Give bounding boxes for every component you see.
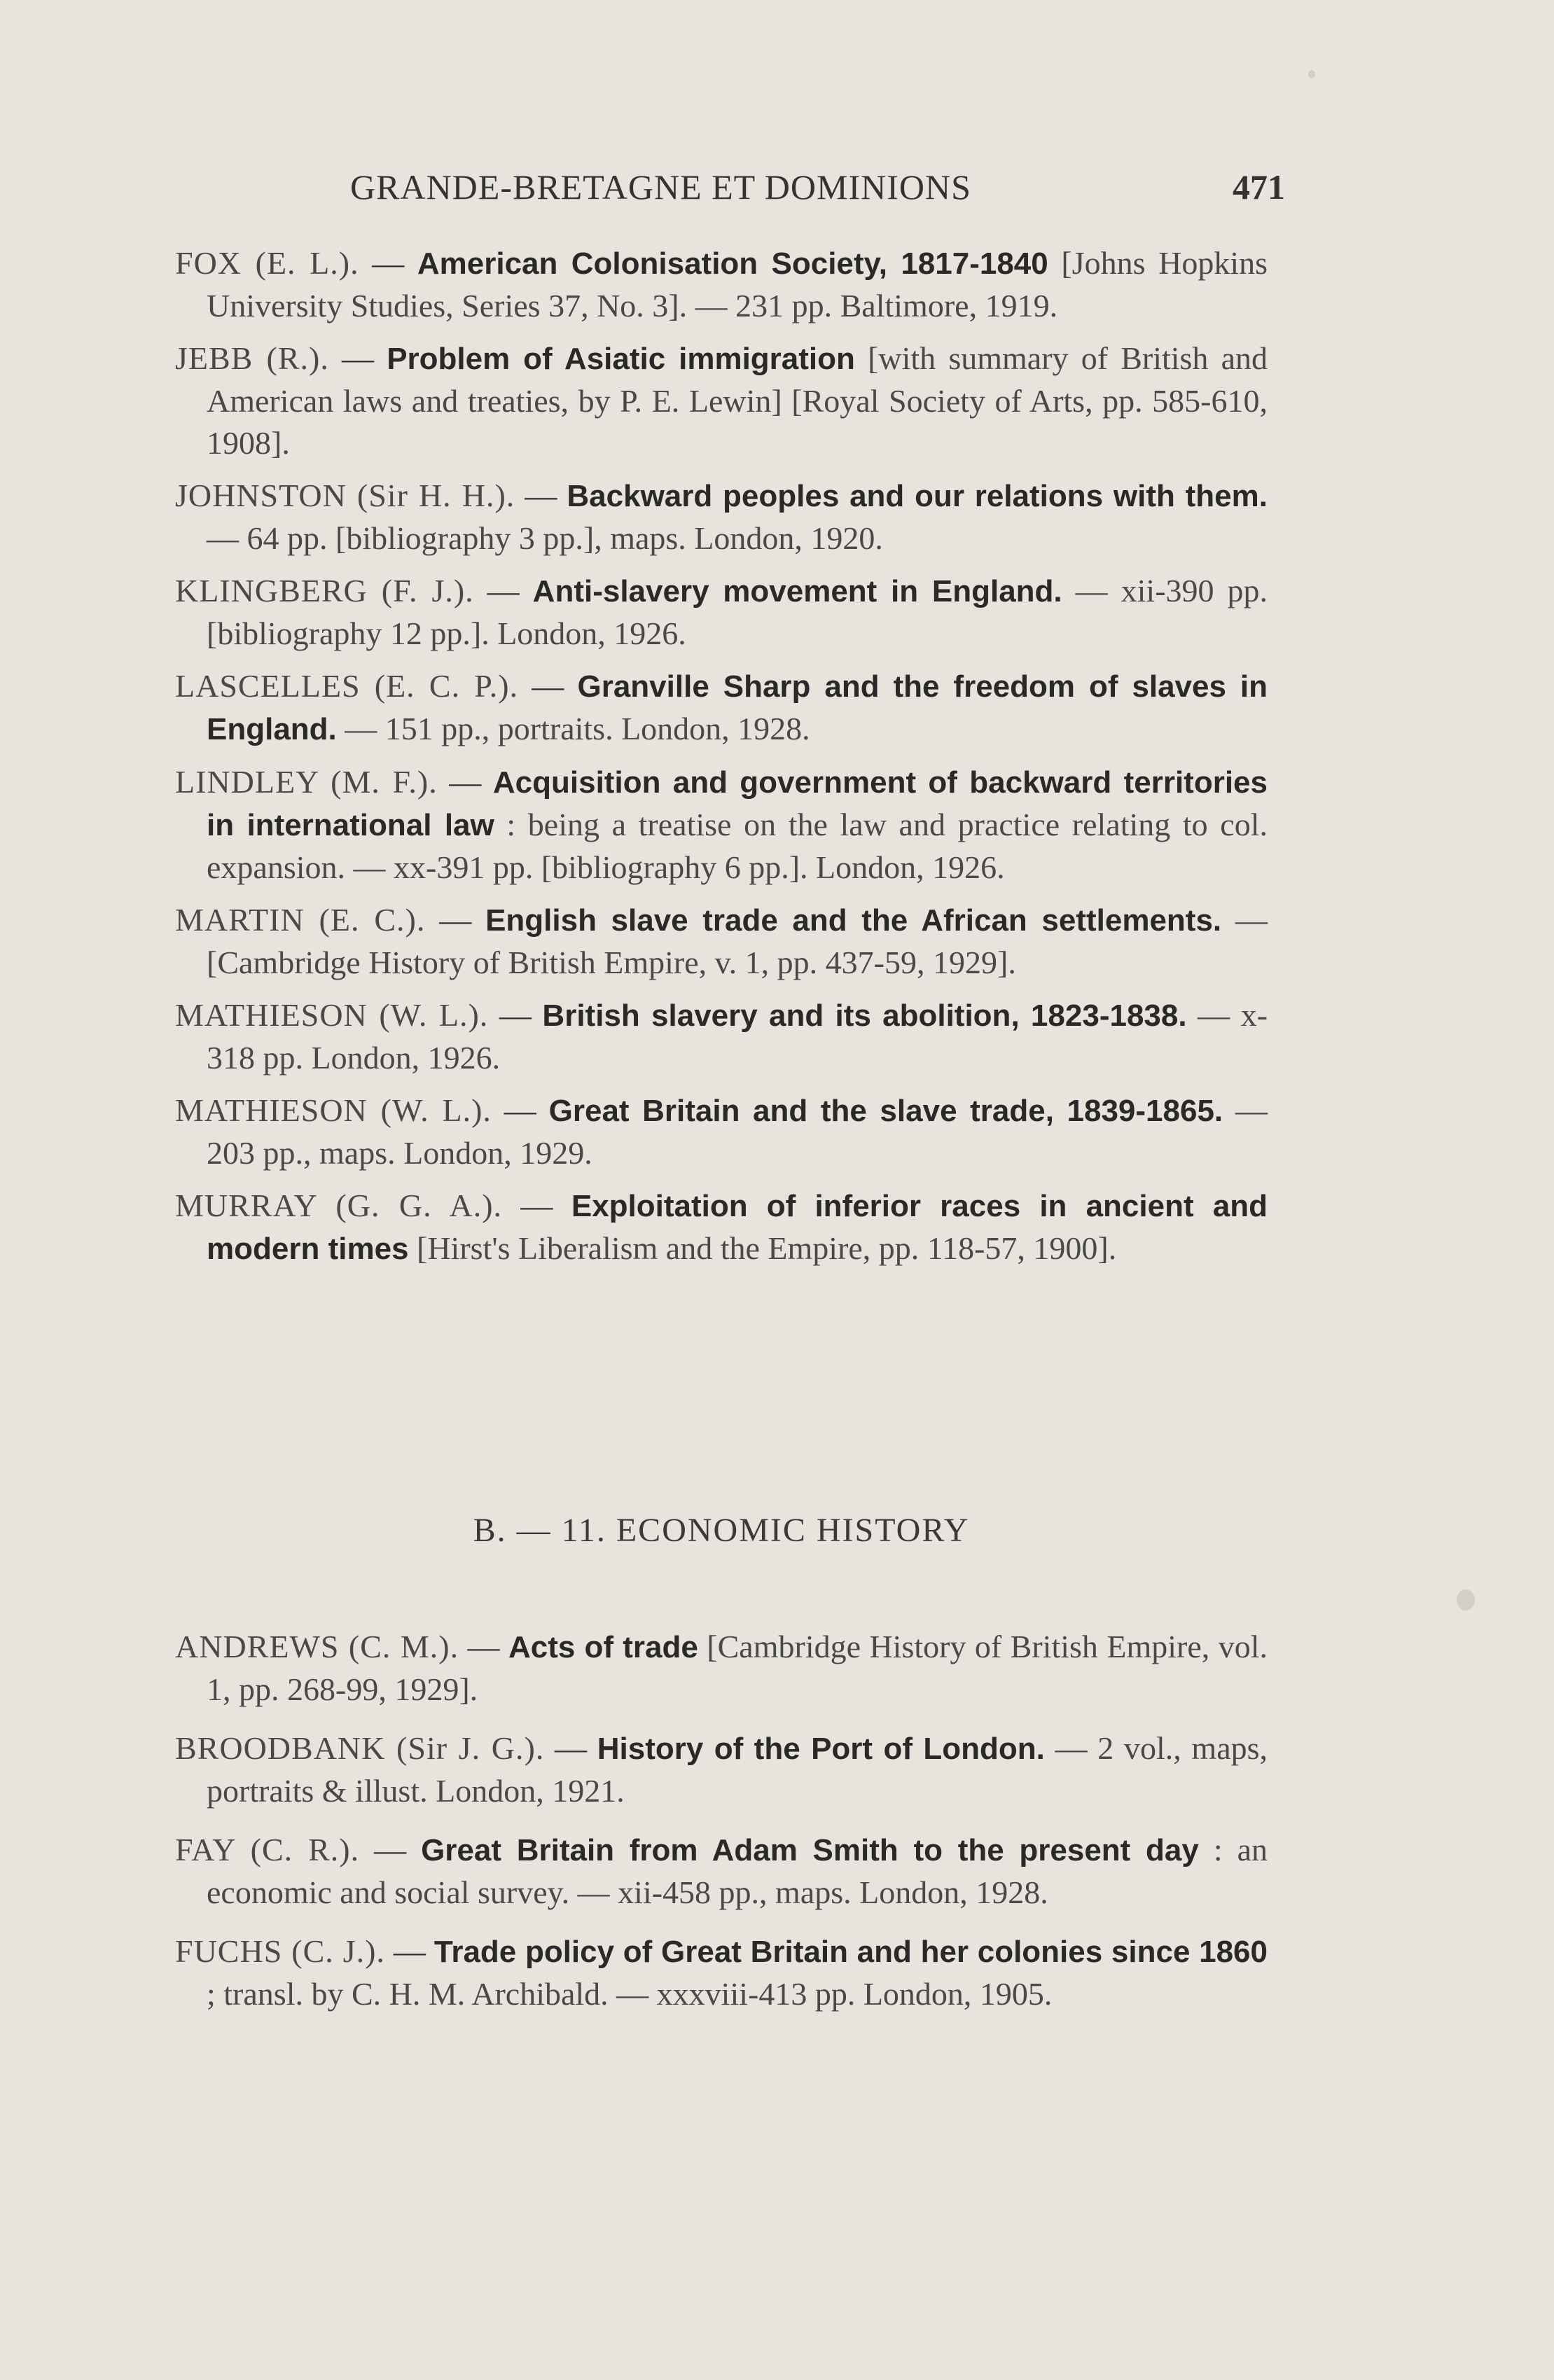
entry-details: — [Cambridge History of British Empire, v. 1, pp. 437-59, 1929]. bbox=[207, 902, 1268, 980]
entry-details: — 64 pp. [bibliography 3 pp.], maps. London, 1920. bbox=[207, 520, 883, 556]
entry-title: Problem of Asiatic immigration bbox=[387, 342, 855, 376]
entry-title: Exploitation of inferior races in ancient and modern times bbox=[207, 1189, 1268, 1266]
bibliography-entry: KLINGBERG (F. J.). — Anti-slavery movement in England. — xii-390 pp. [bibliography 12 pp.]. London, 1926. bbox=[175, 573, 1268, 651]
bibliography-entry: MARTIN (E. C.). — English slave trade and the African settlements. — [Cambridge History of British Empire, v. 1, pp. 437-59, 1929]. bbox=[175, 902, 1268, 980]
entry-author: MATHIESON (W. L.). bbox=[175, 997, 489, 1033]
entry-author: MARTIN (E. C.). bbox=[175, 902, 426, 938]
entry-author: JEBB (R.). bbox=[175, 340, 329, 376]
bibliography-entry: LASCELLES (E. C. P.). — Granville Sharp and the freedom of slaves in England. — 151 pp., portraits. London, 1928. bbox=[175, 668, 1268, 746]
entry-author: JOHNSTON (Sir H. H.). bbox=[175, 478, 515, 513]
bibliography-entry: LINDLEY (M. F.). — Acquisition and government of backward territories in international law : being a treatise on the law and practice relating to col. expansion. — xx-391 pp. [bibliography 6 pp.]. London, 1926. bbox=[175, 764, 1268, 885]
entry-author: FUCHS (C. J.). bbox=[175, 1933, 385, 1969]
entry-title: British slavery and its abolition, 1823-1838. bbox=[542, 998, 1187, 1033]
paper-speck bbox=[1457, 1589, 1475, 1610]
entry-details: : an economic and social survey. — xii-458 pp., maps. London, 1928. bbox=[207, 1832, 1268, 1910]
entry-details: [Cambridge History of British Empire, vol. 1, pp. 268-99, 1929]. bbox=[207, 1629, 1268, 1707]
entry-details: [Hirst's Liberalism and the Empire, pp. 118-57, 1900]. bbox=[417, 1230, 1117, 1266]
entry-details: [Johns Hopkins University Studies, Series 37, No. 3]. — 231 pp. Baltimore, 1919. bbox=[207, 245, 1268, 323]
bibliography-entry: FUCHS (C. J.). — Trade policy of Great Britain and her colonies since 1860 ; transl. by C. H. M. Archibald. — xxxviii-413 pp. London, 1905. bbox=[175, 1933, 1268, 2012]
entry-author: LINDLEY (M. F.). bbox=[175, 764, 438, 800]
entry-author: ANDREWS (C. M.). bbox=[175, 1629, 459, 1664]
entry-details: ; transl. by C. H. M. Archibald. — xxxviii-413 pp. London, 1905. bbox=[207, 1976, 1053, 2012]
bibliography-entry: JOHNSTON (Sir H. H.). — Backward peoples and our relations with them. — 64 pp. [bibliography 3 pp.], maps. London, 1920. bbox=[175, 478, 1268, 556]
bibliography-entry: BROODBANK (Sir J. G.). — History of the Port of London. — 2 vol., maps, portraits & illust. London, 1921. bbox=[175, 1730, 1268, 1809]
paper-speck bbox=[1308, 70, 1315, 78]
entry-author: FAY (C. R.). bbox=[175, 1832, 360, 1867]
entry-author: MATHIESON (W. L.). bbox=[175, 1092, 492, 1128]
entry-title: American Colonisation Society, 1817-1840 bbox=[417, 246, 1048, 281]
entry-details: — x-318 pp. London, 1926. bbox=[207, 997, 1268, 1076]
bibliography-entry: MATHIESON (W. L.). — Great Britain and the slave trade, 1839-1865. — 203 pp., maps. London, 1929. bbox=[175, 1092, 1268, 1171]
bibliography-list-colonial bbox=[175, 242, 1268, 1281]
bibliography-entry: FOX (E. L.). — American Colonisation Society, 1817-1840 [Johns Hopkins University Studies, Series 37, No. 3]. — 231 pp. Baltimore, 1919. bbox=[175, 245, 1268, 323]
entry-title: Granville Sharp and the freedom of slaves in England. bbox=[207, 669, 1268, 746]
entry-author: LASCELLES (E. C. P.). bbox=[175, 668, 519, 704]
bibliography-entry: ANDREWS (C. M.). — Acts of trade [Cambridge History of British Empire, vol. 1, pp. 268-99, 1929]. bbox=[175, 1629, 1268, 1707]
bibliography-entry: MURRAY (G. G. A.). — Exploitation of inferior races in ancient and modern times [Hirst's Liberalism and the Empire, pp. 118-57, 1900]. bbox=[175, 1188, 1268, 1266]
entry-title: Acquisition and government of backward territories in international law bbox=[207, 765, 1268, 842]
bibliography-entry: JEBB (R.). — Problem of Asiatic immigration [with summary of British and American laws and treaties, by P. E. Lewin] [Royal Society of Arts, pp. 585-610, 1908]. bbox=[175, 340, 1268, 461]
entry-details: [with summary of British and American laws and treaties, by P. E. Lewin] [Royal Society of Arts, pp. 585-610, 1908]. bbox=[207, 340, 1268, 461]
entry-details: — xii-390 pp. [bibliography 12 pp.]. London, 1926. bbox=[207, 573, 1268, 651]
section-heading: B. — 11. ECONOMIC HISTORY bbox=[473, 1512, 970, 1549]
entry-title: Great Britain and the slave trade, 1839-1865. bbox=[548, 1094, 1223, 1128]
entry-details: — 203 pp., maps. London, 1929. bbox=[207, 1092, 1268, 1171]
entry-title: History of the Port of London. bbox=[597, 1732, 1045, 1766]
running-header-title: GRANDE-BRETAGNE ET DOMINIONS bbox=[350, 167, 971, 207]
entry-title: Anti-slavery movement in England. bbox=[532, 574, 1062, 608]
entry-author: KLINGBERG (F. J.). bbox=[175, 573, 474, 608]
entry-title: Acts of trade bbox=[508, 1630, 698, 1664]
entry-title: English slave trade and the African settlements. bbox=[485, 903, 1222, 938]
entry-details: — 2 vol., maps, portraits & illust. London, 1921. bbox=[207, 1730, 1268, 1809]
entry-title: Great Britain from Adam Smith to the present day bbox=[421, 1833, 1199, 1867]
bibliography-entry: FAY (C. R.). — Great Britain from Adam Smith to the present day : an economic and social survey. — xii-458 pp., maps. London, 1928. bbox=[175, 1832, 1268, 1910]
entry-details: — 151 pp., portraits. London, 1928. bbox=[345, 711, 810, 746]
entry-title: Backward peoples and our relations with them. bbox=[567, 479, 1268, 513]
entry-details: : being a treatise on the law and practice relating to col. expansion. — xx-391 pp. [bibliography 6 pp.]. London, 1926. bbox=[207, 807, 1268, 885]
entry-author: FOX (E. L.). bbox=[175, 245, 359, 281]
page-number: 471 bbox=[1233, 167, 1285, 207]
entry-title: Trade policy of Great Britain and her colonies since 1860 bbox=[433, 1935, 1268, 1969]
entry-author: BROODBANK (Sir J. G.). bbox=[175, 1730, 545, 1766]
entry-author: MURRAY (G. G. A.). bbox=[175, 1188, 503, 1223]
bibliography-entry: MATHIESON (W. L.). — British slavery and its abolition, 1823-1838. — x-318 pp. London, 1926. bbox=[175, 997, 1268, 1076]
bibliography-list-economic bbox=[175, 1626, 1268, 2032]
